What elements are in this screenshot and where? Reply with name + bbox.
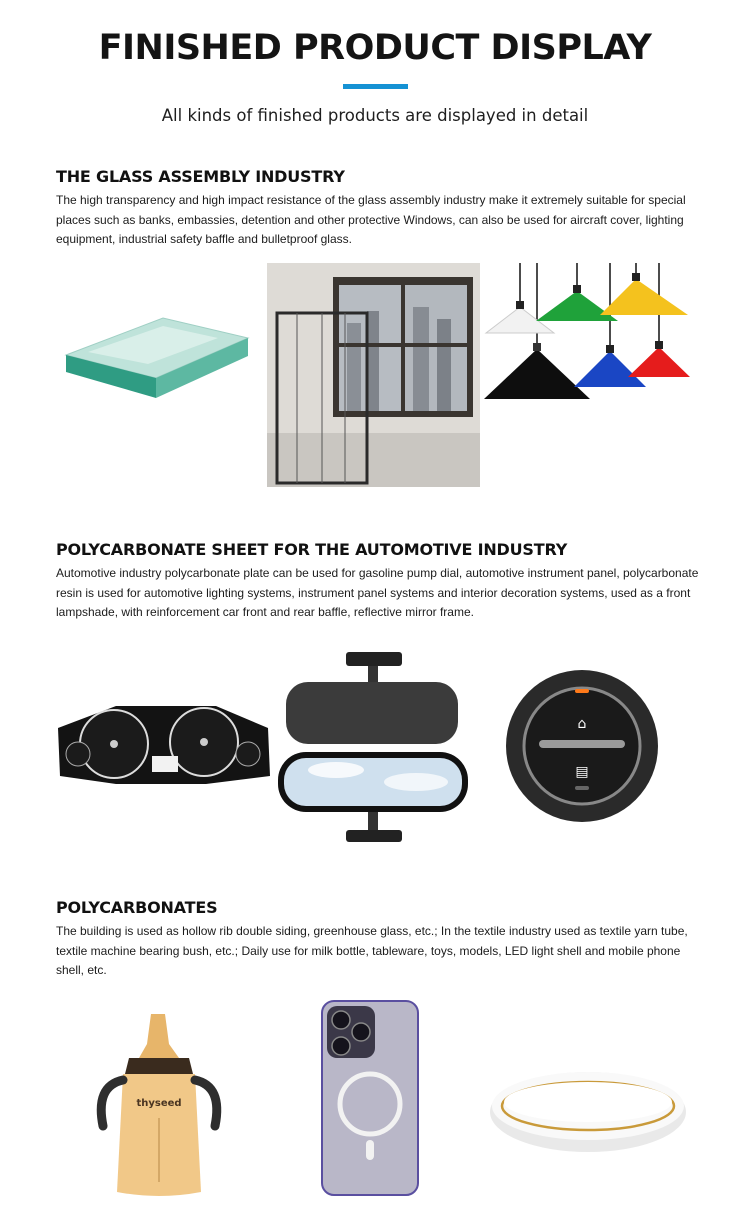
baby-bottle-image (93, 1014, 225, 1200)
title-underline (343, 84, 408, 89)
pendant-lamps-image (482, 263, 692, 405)
section-heading-glass: THE GLASS ASSEMBLY INDUSTRY (56, 167, 345, 186)
rearview-mirror-image (276, 652, 468, 844)
instrument-panel-image (56, 698, 271, 790)
page-title: FINISHED PRODUCT DISPLAY (98, 28, 652, 68)
section-body-glass: The high transparency and high impact resistance of the glass assembly industry make it extremely suitable for special places such as banks, embassies, detention and other protective Windows, can also be used for aircraft cover, lighting equipment, industrial safety baffle and bulletproof glass. (56, 193, 686, 246)
page-subtitle: All kinds of finished products are displayed in detail (161, 106, 589, 125)
svg-text:▤: ▤ (575, 764, 589, 780)
section-heading-polycarbonates: POLYCARBONATES (56, 898, 218, 917)
section-body-automotive: Automotive industry polycarbonate plate can be used for gasoline pump dial, automotive instrument panel, polycarbonate resin is used for automotive lighting systems, instrument panel systems and interior decoration systems, used as a front lampshade, with reinforcement car front and rear baffle, reflective mirror frame. (56, 566, 699, 619)
bottle-brand-label: thyseed (136, 1098, 182, 1109)
defrost-button-image (505, 662, 660, 830)
protective-window-image (267, 263, 480, 487)
section-body-polycarbonates: The building is used as hollow rib double siding, greenhouse glass, etc.; In the textile industry used as textile yarn tube, textile machine bearing bush, etc.; Daily use for milk bottle, tableware, toys, models, LED light shell and mobile phone shell, etc. (56, 924, 688, 977)
section-heading-automotive: POLYCARBONATE SHEET FOR THE AUTOMOTIVE INDUSTRY (56, 540, 568, 559)
led-light-shell-image (488, 1062, 688, 1154)
svg-text:⌂: ⌂ (577, 716, 587, 732)
phone-case-image (321, 1000, 419, 1196)
glass-sheet-image (58, 300, 253, 410)
